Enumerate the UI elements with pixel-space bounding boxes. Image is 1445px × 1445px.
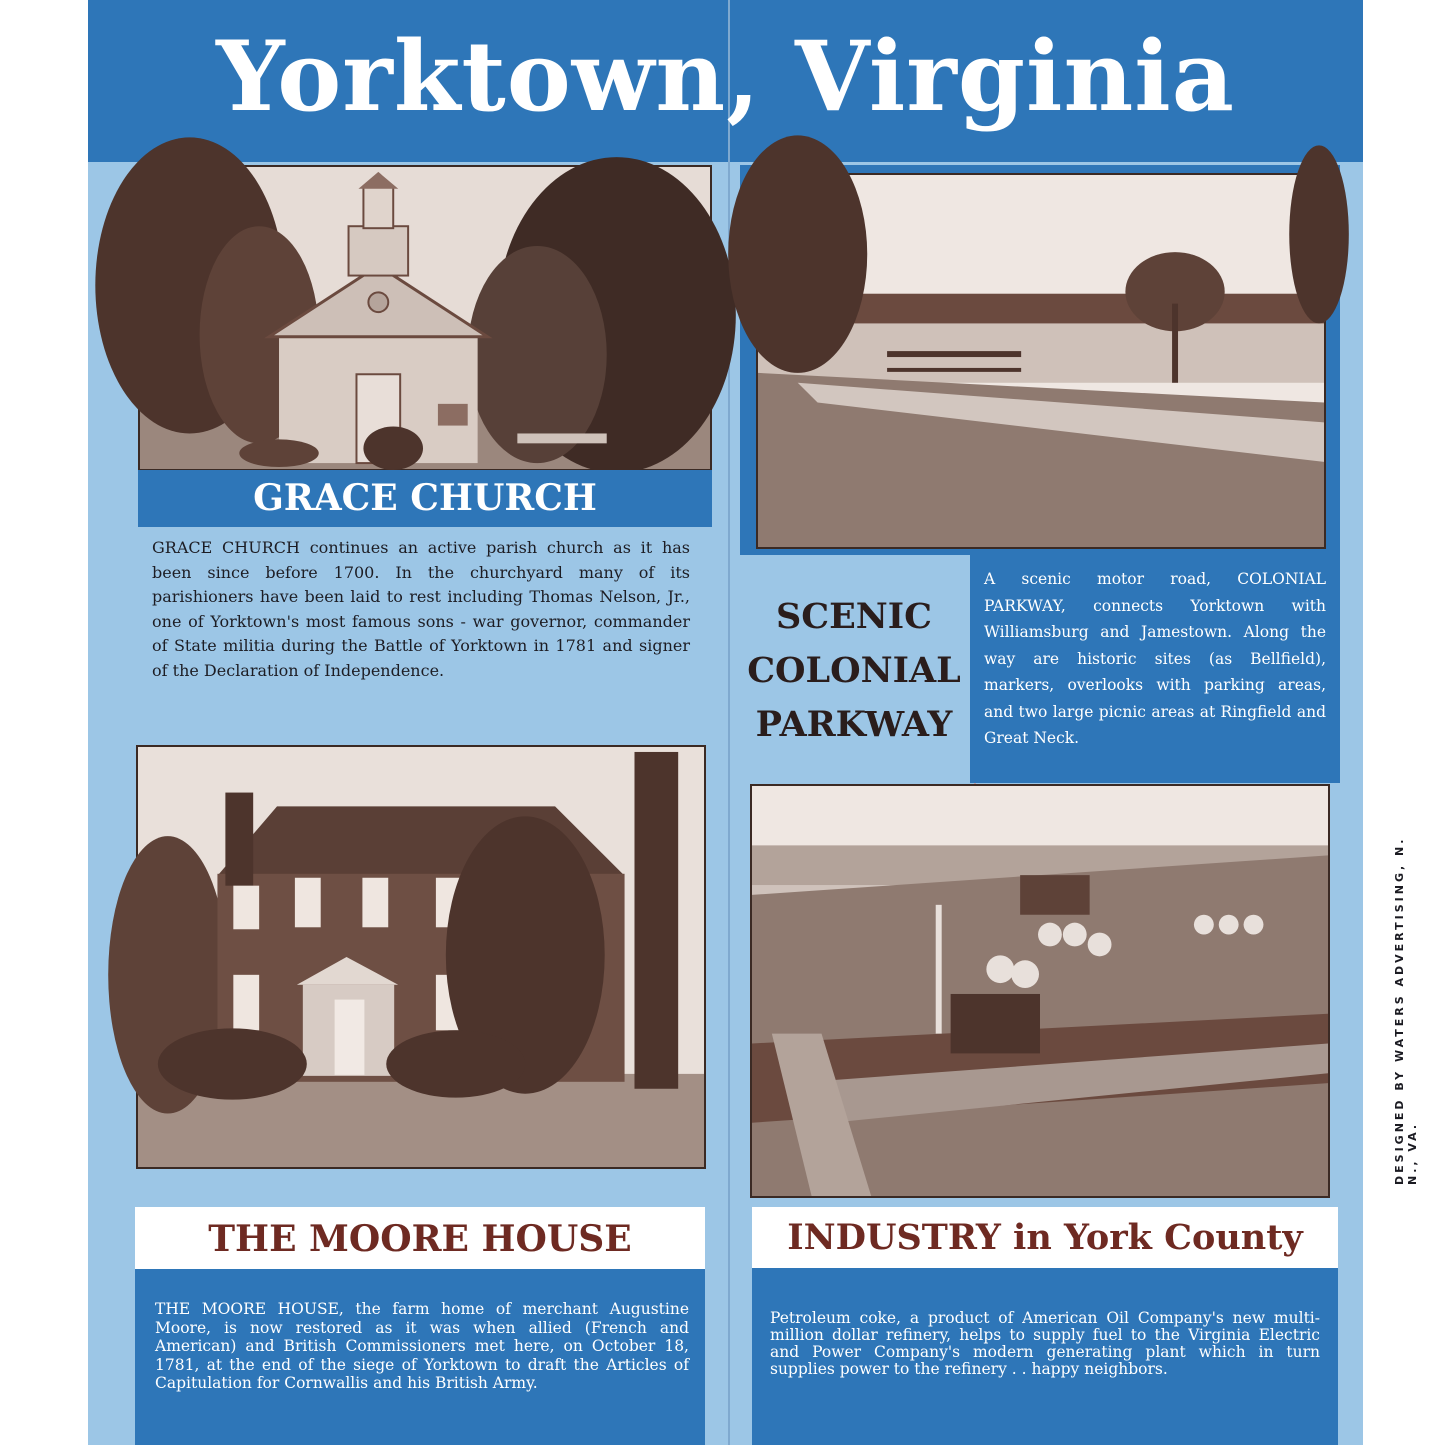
parkway-photo [756,173,1326,549]
grace-church-heading: GRACE CHURCH [253,477,597,519]
moore-house-heading: THE MOORE HOUSE [208,1218,632,1260]
designer-credit: DESIGNED BY WATERS ADVERTISING, N. N., VA. [1393,836,1419,1185]
page-title: Yorktown, Virginia [216,20,1235,133]
parkway-text-panel [970,555,1340,783]
parkway-heading [738,590,970,752]
parkway-text: A scenic motor road, COLONIAL PARKWAY, connects Yorktown with Williamsburg and Jamestown. Along the way are historic sites (as Bellfield), markers, overlooks with parking areas, and two large picnic areas at Ringfield and Great Neck. [984,570,1326,747]
moore-house-text: THE MOORE HOUSE, the farm home of merchant Augustine Moore, is now restored as it was when allied (French and American) and British Commissioners met here, on October 18, 1781, at the end of the siege of Yorktown to draft the Articles of Capitulation for Cornwallis and his British Army. [155,1300,689,1392]
parkway-heading-line-1: SCENIC [775,596,933,637]
moore-house-heading-band [135,1207,705,1269]
industry-text: Petroleum coke, a product of American Oil Company's new multi-million dollar refinery, helps to supply fuel to the Virginia Electric and Power Company's modern generating plant which in turn supplies power to the refinery . . happy neighbors. [770,1309,1320,1378]
industry-text-panel [752,1268,1338,1445]
center-fold [728,0,730,1445]
grace-church-text: GRACE CHURCH continues an active parish church as it has been since before 1700. In the churchyard many of its parishioners have been laid to rest including Thomas Nelson, Jr., one of Yorktown's most famous sons - war governor, commander of State militia during the Battle of Yorktown in 1781 and signer of the Declaration of Independence. [152,538,690,680]
grace-church-photo [138,165,712,471]
parkway-heading-line-2: COLONIAL [747,650,961,691]
moore-house-text-panel [135,1269,705,1445]
grace-church-heading-band [138,470,712,527]
moore-house-photo [136,745,706,1169]
industry-heading: INDUSTRY in York County [787,1217,1303,1258]
industry-heading-band [752,1207,1338,1268]
brochure [88,0,1419,1445]
parkway-heading-line-3: PARKWAY [755,704,953,745]
industry-photo [750,784,1330,1198]
